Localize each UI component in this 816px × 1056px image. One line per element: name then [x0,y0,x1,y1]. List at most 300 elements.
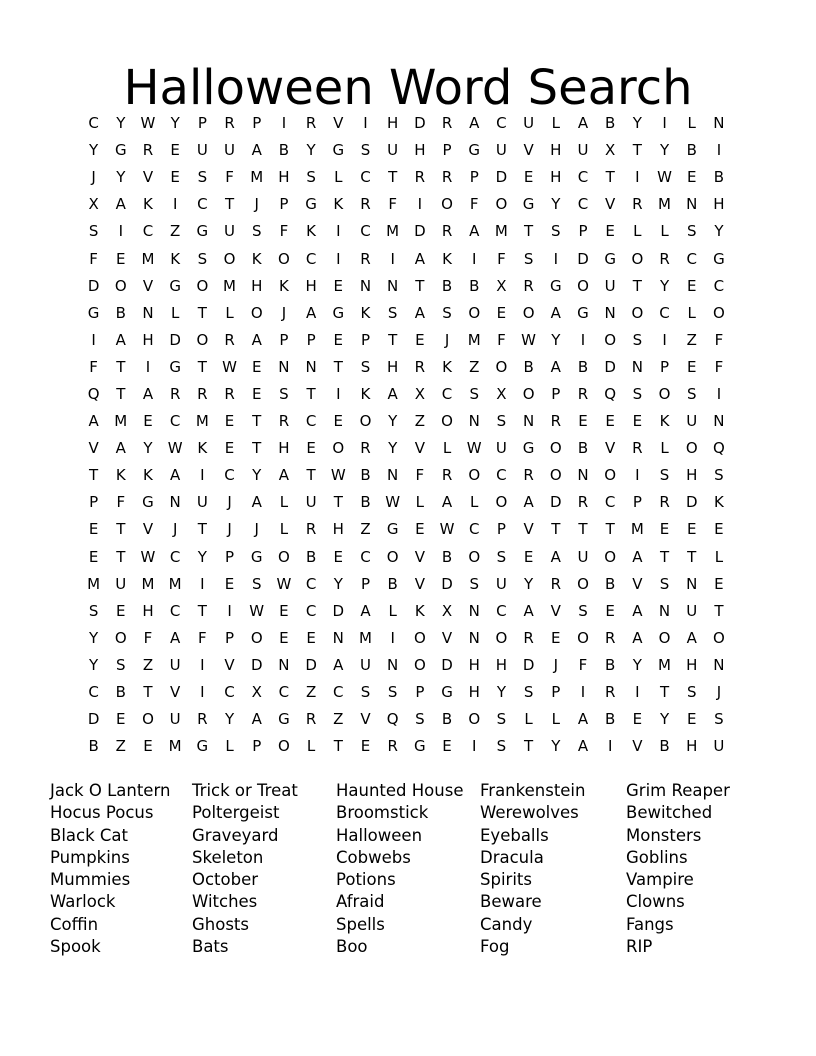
grid-letter: Y [388,412,398,431]
grid-letter: P [225,547,235,566]
grid-letter: E [333,547,344,566]
word-list-column [192,780,298,958]
grid-letter: N [522,412,535,431]
grid-letter: O [468,710,481,729]
grid-letter: O [549,466,562,485]
grid-letter: A [88,412,99,431]
grid-letter: R [577,384,589,403]
grid-letter: S [387,303,398,322]
grid-letter: G [196,737,209,756]
word-list-item: Bats [192,937,229,957]
grid-letter: N [713,412,725,431]
grid-letter: T [524,737,534,756]
word-list-item: Werewolves [480,803,579,823]
word-list-item: Fangs [626,914,674,934]
grid-letter: E [714,574,724,593]
grid-letter: D [87,276,100,295]
word-list-column [480,780,585,958]
grid-letter: Y [116,168,126,187]
grid-letter: M [658,655,671,674]
grid-letter: E [251,384,262,403]
grid-letter: F [578,655,588,674]
grid-letter: H [142,330,154,349]
grid-letter: H [278,168,290,187]
grid-letter: O [658,628,671,647]
grid-letter: W [249,601,265,620]
grid-letter: U [169,710,181,729]
grid-letter: X [605,141,616,160]
grid-letter: V [142,168,154,187]
grid-letter: S [659,466,670,485]
grid-letter: N [387,276,399,295]
word-list-item: Poltergeist [192,803,280,823]
grid-letter: M [630,520,644,539]
grid-letter: U [495,141,507,160]
grid-letter: C [360,547,371,566]
grid-letter: T [197,520,207,539]
grid-letter: H [550,141,562,160]
grid-letter: N [278,655,290,674]
grid-letter: G [604,249,616,268]
grid-letter: E [279,601,289,620]
grid-letter: D [169,330,181,349]
grid-letter: A [115,195,126,214]
grid-letter: B [605,655,616,674]
word-list-item: Witches [192,892,258,912]
grid-letter: G [414,737,426,756]
grid-letter: Y [496,683,506,702]
grid-letter: I [635,683,640,702]
grid-letter: I [635,466,640,485]
grid-letter: N [686,195,698,214]
grid-letter: C [496,114,507,133]
grid-letter: Y [116,114,126,133]
grid-letter: N [305,357,317,376]
grid-letter: U [196,493,208,512]
grid-letter: Y [89,628,99,647]
grid-letter: R [414,168,426,187]
grid-letter: D [522,655,535,674]
grid-letter: D [87,710,100,729]
grid-letter: B [441,547,453,566]
grid-letter: K [659,412,670,431]
grid-letter: Y [89,141,99,160]
grid-letter: S [578,601,588,620]
grid-letter: E [551,628,561,647]
grid-letter: O [468,303,481,322]
grid-letter: V [414,547,425,566]
grid-letter: H [495,655,508,674]
grid-letter: B [469,276,480,295]
grid-letter: N [359,276,372,295]
grid-letter: E [632,710,643,729]
grid-letter: A [170,628,181,647]
grid-letter: N [387,655,399,674]
grid-letter: P [225,628,235,647]
grid-letter: N [468,601,480,620]
grid-letter: A [278,466,290,485]
grid-letter: E [686,357,697,376]
grid-letter: A [115,439,126,458]
grid-letter: N [169,493,181,512]
grid-letter: T [415,276,425,295]
grid-letter: I [363,114,368,133]
grid-letter: R [224,384,235,403]
grid-letter: C [333,683,344,702]
grid-letter: E [605,601,615,620]
grid-letter: T [333,493,343,512]
grid-letter: D [495,168,508,187]
grid-letter: H [468,683,480,702]
grid-letter: S [496,710,507,729]
grid-letter: W [167,439,183,458]
grid-letter: L [551,114,560,133]
grid-letter: S [387,683,398,702]
word-list-item: Bewitched [626,803,713,823]
grid-letter: T [116,357,126,376]
grid-letter: L [687,114,696,133]
grid-letter: N [142,303,154,322]
grid-letter: C [577,195,589,214]
grid-letter: E [88,547,99,566]
grid-letter: I [200,655,205,674]
grid-letter: U [359,655,371,674]
grid-letter: O [522,384,535,403]
grid-letter: F [116,493,126,512]
grid-letter: L [170,303,180,322]
grid-letter: S [360,683,371,702]
grid-letter: S [360,357,371,376]
word-list-item: Spirits [480,870,532,890]
word-list-item: Candy [480,914,533,934]
grid-letter: U [495,439,507,458]
grid-letter: Z [414,412,425,431]
grid-letter: T [659,547,670,566]
grid-letter: T [224,195,235,214]
grid-letter: O [413,655,426,674]
grid-letter: L [225,737,234,756]
grid-letter: T [632,141,642,160]
grid-letter: S [523,249,534,268]
grid-letter: H [686,737,698,756]
grid-letter: A [115,330,126,349]
grid-letter: N [387,466,399,485]
grid-letter: T [578,520,588,539]
grid-letter: O [142,710,154,729]
grid-letter: B [523,357,534,376]
grid-letter: R [305,114,317,133]
grid-letter: P [578,222,588,241]
grid-letter: O [577,276,589,295]
grid-letter: Y [632,114,642,133]
grid-letter: T [632,276,642,295]
grid-letter: E [632,412,643,431]
grid-letter: R [360,249,371,268]
grid-letter: C [305,601,317,620]
grid-letter: T [388,330,398,349]
grid-letter: R [441,466,453,485]
grid-letter: Q [713,439,725,458]
grid-letter: S [251,222,262,241]
grid-letter: Z [170,222,181,241]
grid-letter: A [686,628,697,647]
grid-letter: C [659,303,670,322]
grid-letter: O [196,330,209,349]
grid-letter: V [605,195,616,214]
grid-letter: O [549,439,562,458]
grid-letter: U [604,276,616,295]
grid-letter: N [468,628,480,647]
grid-letter: Z [686,330,697,349]
word-list-item: Frankenstein [480,781,586,800]
grid-letter: S [523,683,534,702]
word-list-item: Warlock [50,892,116,912]
grid-letter: K [360,384,371,403]
grid-letter: G [250,547,263,566]
grid-letter: N [631,357,643,376]
grid-letter: W [521,330,537,349]
grid-letter: O [604,466,617,485]
grid-letter: W [140,547,156,566]
grid-letter: O [658,384,671,403]
grid-letter: Y [333,574,343,593]
grid-letter: C [88,114,99,133]
grid-letter: A [577,710,589,729]
grid-letter: X [496,384,507,403]
word-list-item: Haunted House [336,781,464,800]
grid-letter: C [169,547,181,566]
grid-letter: F [89,357,98,376]
grid-letter: T [116,547,126,566]
grid-letter: K [251,249,262,268]
grid-letter: M [168,737,182,756]
grid-letter: O [604,547,617,566]
grid-letter: L [633,222,642,241]
grid-letter: Y [143,439,153,458]
grid-letter: R [550,412,561,431]
word-list-item: Afraid [336,892,385,912]
grid-letter: G [332,303,345,322]
grid-letter: M [658,195,671,214]
grid-letter: E [116,710,126,729]
grid-letter: O [685,439,698,458]
grid-letter: K [143,466,153,485]
grid-letter: S [686,222,697,241]
grid-letter: S [686,384,697,403]
grid-letter: I [417,195,423,214]
grid-letter: R [360,195,371,214]
grid-letter: U [224,222,236,241]
grid-letter: L [687,303,696,322]
grid-letter: Y [197,547,207,566]
grid-letter: V [632,574,643,593]
grid-letter: E [224,412,235,431]
grid-letter: G [87,303,100,322]
grid-letter: R [224,330,235,349]
grid-letter: E [360,737,371,756]
grid-letter: D [332,601,345,620]
grid-letter: S [496,412,507,431]
grid-letter: A [387,384,398,403]
grid-letter: R [659,493,670,512]
grid-letter: P [551,384,561,403]
grid-letter: J [716,683,722,702]
word-list-item: Dracula [480,847,544,867]
grid-letter: T [333,737,343,756]
grid-letter: Z [305,683,317,702]
grid-letter: S [360,141,371,160]
grid-letter: E [279,628,289,647]
grid-letter: H [468,655,480,674]
grid-letter: O [495,357,508,376]
grid-letter: Y [524,574,534,593]
grid-letter: R [441,168,453,187]
grid-letter: B [605,114,616,133]
grid-letter: K [306,222,317,241]
grid-letter: R [278,412,290,431]
grid-letter: I [336,249,341,268]
grid-letter: Z [115,737,126,756]
grid-letter: Q [386,710,399,729]
grid-letter: D [577,249,589,268]
grid-letter: G [522,195,535,214]
grid-letter: O [250,303,263,322]
grid-letter: T [687,547,697,566]
grid-letter: F [497,330,506,349]
grid-letter: I [200,574,205,593]
grid-letter: N [713,114,725,133]
word-list-item: Skeleton [192,847,264,867]
grid-letter: N [658,601,671,620]
grid-letter: D [414,222,426,241]
grid-letter: F [198,628,207,647]
grid-letter: P [442,141,452,160]
grid-letter: N [577,466,589,485]
word-list-column [626,780,730,958]
grid-letter: H [142,601,154,620]
grid-letter: R [387,737,398,756]
grid-letter: L [660,439,669,458]
grid-letter: A [577,114,589,133]
grid-letter: S [415,710,425,729]
grid-letter: W [140,114,156,133]
grid-letter: T [89,466,99,485]
grid-letter: C [142,222,154,241]
grid-letter: A [550,547,561,566]
grid-letter: L [334,168,343,187]
grid-letter: C [360,168,371,187]
grid-letter: M [168,574,182,593]
grid-letter: G [549,276,562,295]
grid-letter: T [524,222,534,241]
grid-letter: E [333,330,344,349]
grid-letter: P [89,493,99,512]
grid-letter: P [252,114,262,133]
grid-letter: M [141,574,155,593]
grid-letter: Y [551,330,561,349]
grid-letter: A [632,547,643,566]
grid-letter: S [197,249,208,268]
word-list-item: Cobwebs [336,847,411,867]
grid-letter: T [197,357,207,376]
grid-letter: A [632,601,643,620]
grid-letter: T [116,520,126,539]
grid-letter: L [415,493,425,512]
grid-letter: U [387,141,399,160]
grid-letter: X [496,276,507,295]
grid-letter: R [142,141,154,160]
grid-letter: A [577,737,589,756]
grid-letter: E [224,439,235,458]
grid-letter: O [278,547,290,566]
grid-letter: T [551,520,561,539]
grid-letter: X [88,195,99,214]
grid-letter: B [713,168,725,187]
grid-letter: U [523,114,535,133]
grid-letter: J [281,303,287,322]
grid-letter: R [197,384,208,403]
grid-letter: T [714,601,724,620]
grid-letter: V [523,520,534,539]
grid-letter: E [143,737,153,756]
grid-letter: B [605,710,616,729]
grid-letter: P [660,357,670,376]
grid-letter: V [414,439,425,458]
grid-letter: I [227,601,232,620]
grid-letter: W [276,574,292,593]
grid-letter: Z [360,520,371,539]
grid-letter: A [632,628,643,647]
grid-letter: C [88,683,99,702]
grid-letter: I [472,737,477,756]
grid-letter: C [305,249,317,268]
grid-letter: S [632,384,643,403]
grid-letter: F [714,330,724,349]
grid-letter: U [115,574,127,593]
grid-letter: P [360,330,370,349]
grid-letter: X [251,683,262,702]
grid-letter: C [713,276,725,295]
grid-letter: O [278,737,290,756]
grid-letter: F [225,168,234,187]
grid-letter: R [523,628,534,647]
grid-letter: A [170,466,181,485]
grid-letter: J [254,520,259,539]
grid-letter: O [631,249,644,268]
grid-letter: P [306,330,316,349]
grid-letter: T [605,520,615,539]
grid-letter: K [115,466,126,485]
grid-letter: B [278,141,290,160]
grid-letter: D [441,574,453,593]
grid-letter: V [333,114,344,133]
grid-letter: N [332,628,344,647]
grid-letter: G [441,683,453,702]
grid-letter: J [172,520,178,539]
grid-letter: Y [659,141,670,160]
word-list-item: Vampire [626,870,694,890]
grid-letter: E [415,330,425,349]
grid-letter: O [223,249,236,268]
grid-letter: T [306,466,316,485]
grid-letter: E [578,412,588,431]
grid-letter: M [223,276,236,295]
grid-letter: C [496,601,507,620]
grid-letter: Y [632,655,642,674]
grid-letter: I [172,195,178,214]
grid-letter: K [442,249,452,268]
grid-letter: H [332,520,344,539]
